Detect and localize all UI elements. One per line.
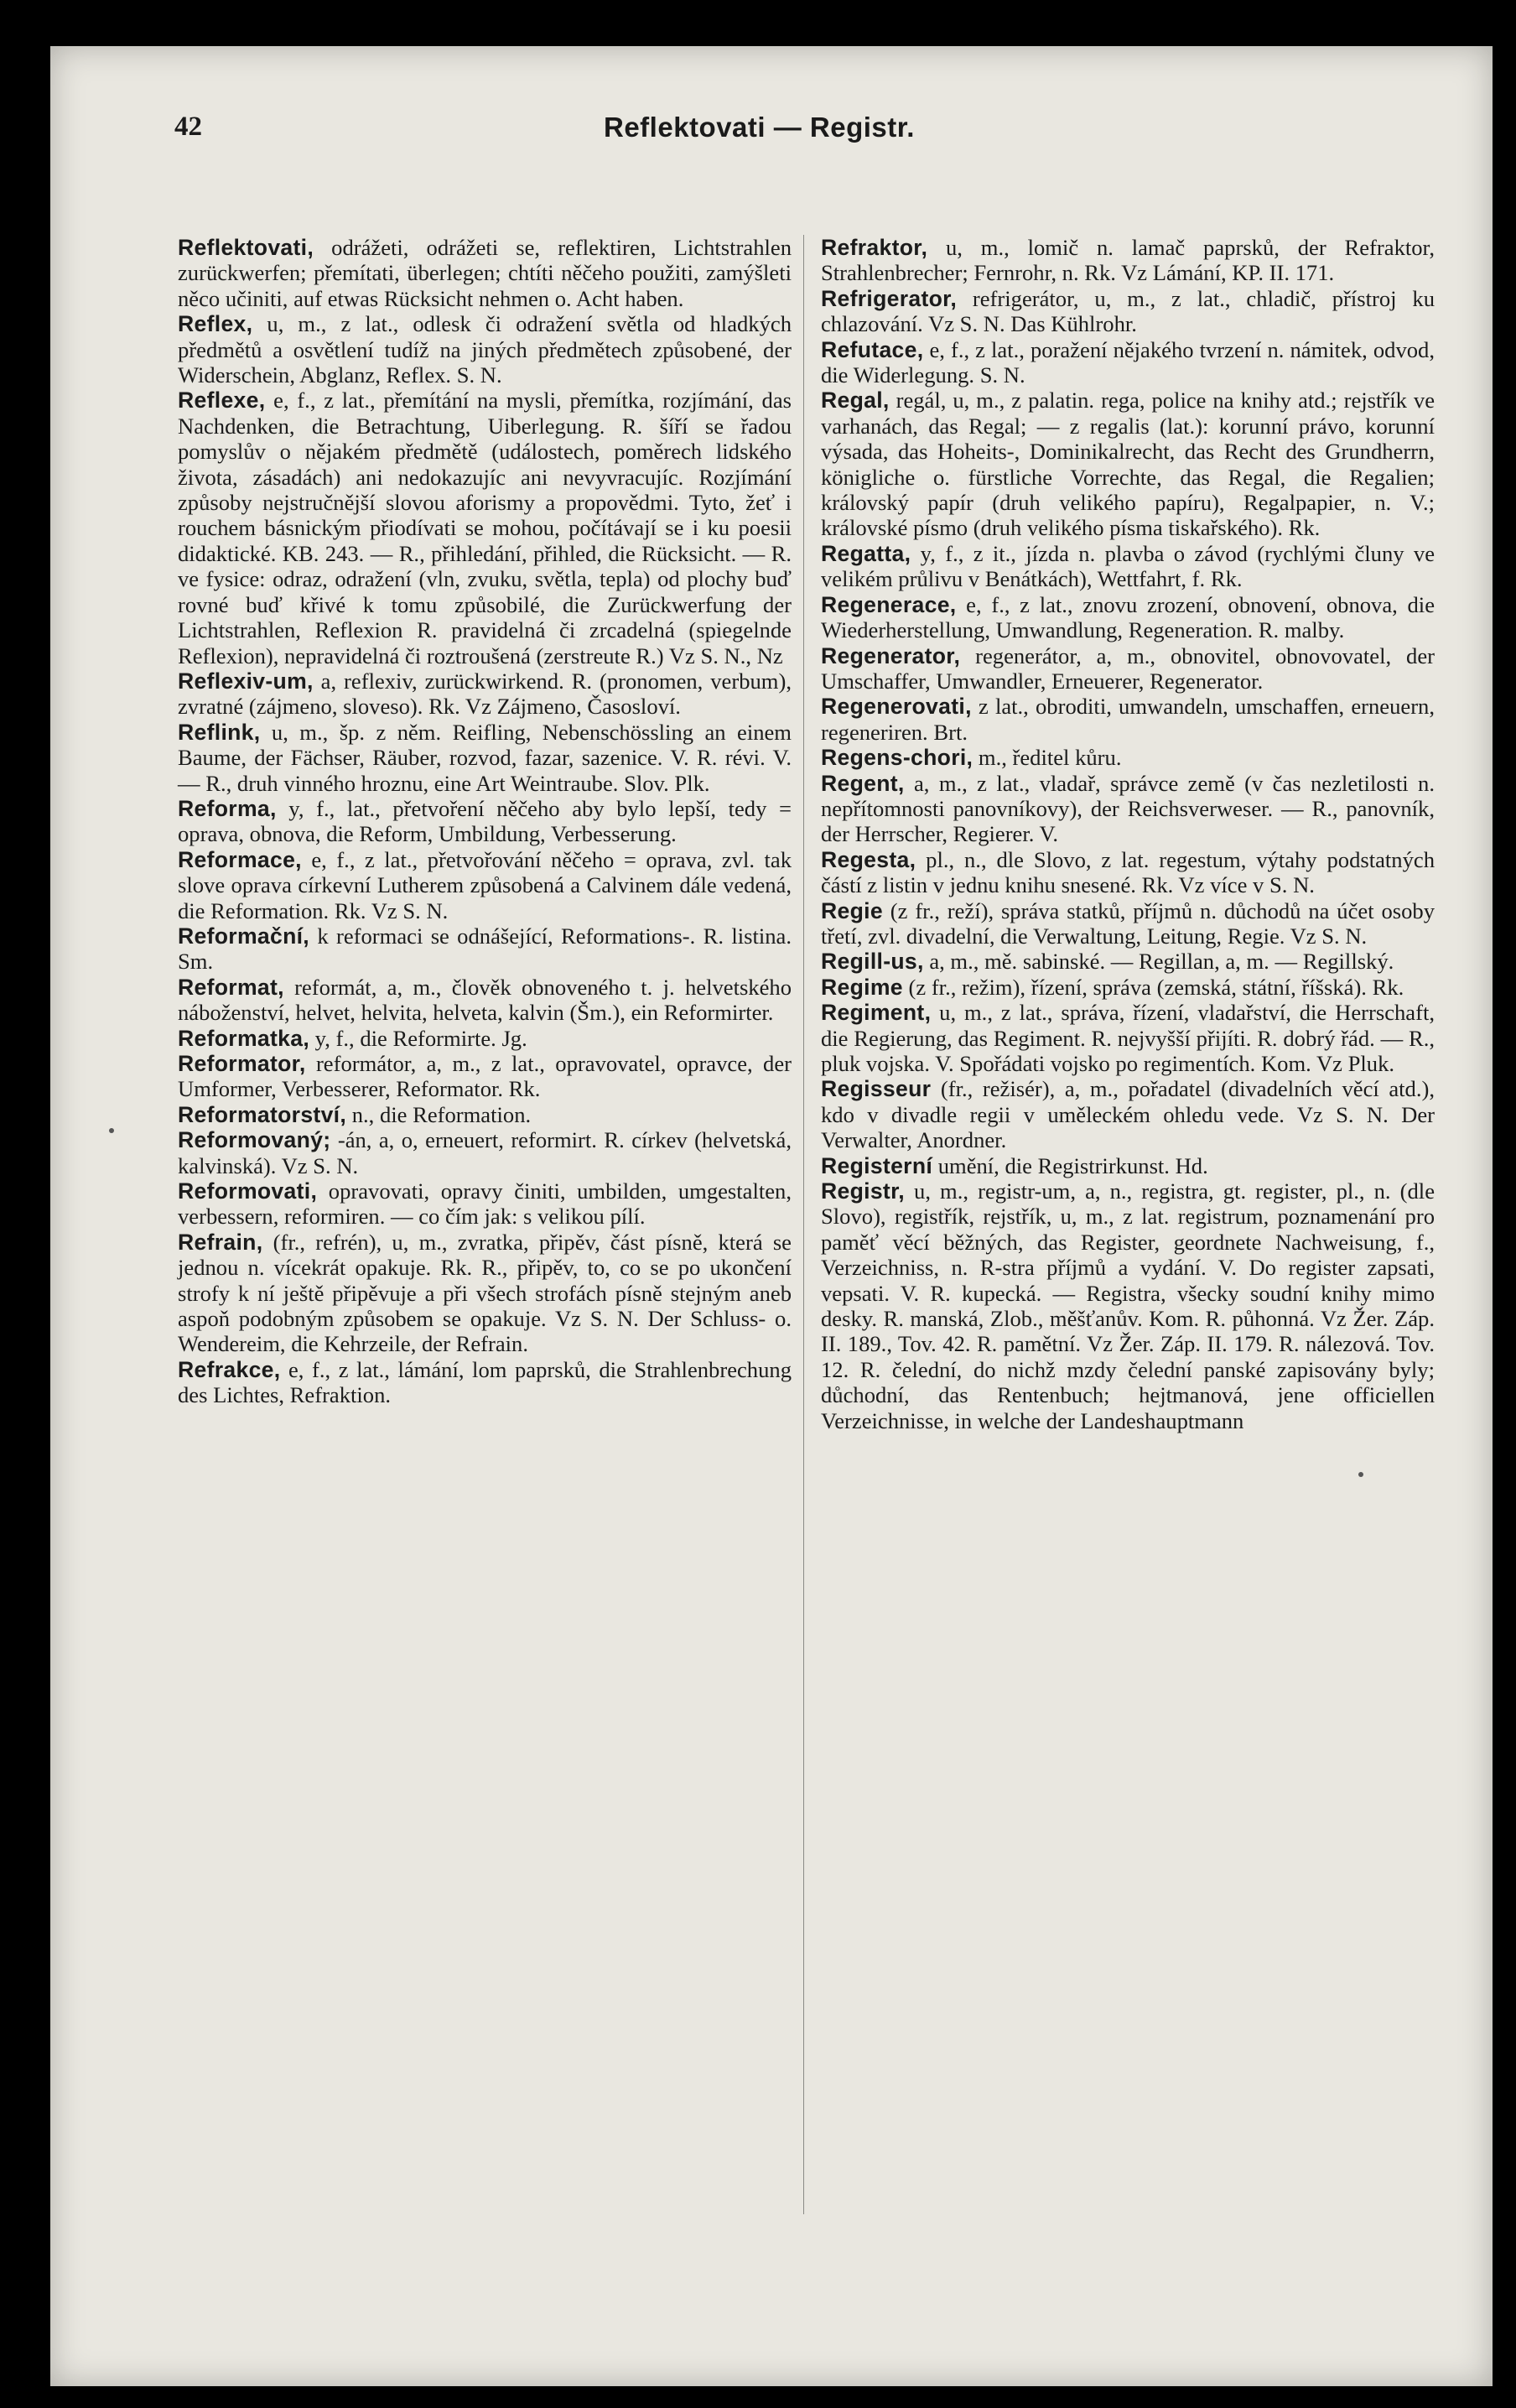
entry-definition: odrážeti, odrážeti se, reflektiren, Lichtstrahlen zurückwerfen; přemítati, überlegen; chtíti něčeho použiti, zamýšleti něco učiniti, auf etwas Rücksicht nehmen o. Acht haben. [178, 235, 792, 311]
dictionary-entry [821, 337, 1435, 388]
entry-definition: e, f., z lat., přetvořování něčeho = oprava, zvl. tak slove oprava církevní Lutherem způsobená a Calvinem dále vedená, die Reformation. Rk. Vz S. N. [178, 846, 792, 923]
dictionary-entry [821, 541, 1435, 592]
entry-headword: Refraktor, [821, 235, 928, 260]
dictionary-entry [821, 975, 1435, 1000]
speck [1358, 1472, 1363, 1477]
dictionary-entry [821, 1178, 1435, 1433]
entry-headword: Reformat, [178, 974, 284, 1000]
dictionary-entry [821, 694, 1435, 745]
entry-headword: Reflektovati, [178, 235, 314, 260]
entry-headword: Reformovaný; [178, 1127, 331, 1153]
entry-definition: reformát, a, m., člověk obnoveného t. j. helvetského náboženství, helvet, helvita, helveta, kalvin (Šm.), ein Reformirter. [178, 974, 792, 1026]
entry-definition: pl., n., dle Slovo, z lat. regestum, výtahy podstatných částí z listin v jednu knihu snesené. Rk. Vz více v S. N. [821, 846, 1435, 898]
entry-headword: Refrakce, [178, 1356, 281, 1382]
entry-headword: Reformatorství, [178, 1101, 347, 1127]
entry-headword: Regent, [821, 770, 905, 796]
entry-headword: Regiment, [821, 1000, 932, 1026]
entry-definition: y, f., die Reformirte. Jg. [309, 1025, 527, 1051]
dictionary-entry [821, 847, 1435, 898]
dictionary-entry [178, 1102, 792, 1127]
dictionary-entry [178, 847, 792, 923]
dictionary-entry [821, 1076, 1435, 1152]
entry-headword: Regenerovati, [821, 694, 972, 720]
entry-definition: u, m., z lat., odlesk či odražení světla od hladkých předmětů a osvětlení tudíž na jiných předmětech způsobené, der Widerschein, Abglanz, Reflex. S. N. [178, 311, 792, 388]
dictionary-entry [178, 1178, 792, 1230]
entry-definition: u, m., registr-um, a, n., registra, gt. register, pl., n. (dle Slovo), registřík, rejstřík, u, m., z lat. registrum, poznamenání pro paměť věcí běžných, das Register, geordnete Nachweisung, f., Verzeichniss, n. R-stra příjmů a vydání. V. Do register zapsati, vepsati. V. R. kupecká. — Registra, všecky soudní knihy mimo desky. R. manská, Zlob., měšťanův. Kom. R. půhonná. Vz Žer. Záp. II. 189., Tov. 42. R. pamětní. Vz Žer. Záp. II. 179. R. nálezová. Tov. 12. R. čelední, do nichž mzdy čelední panské zapisovány byly; důchodní, das Rentenbuch; hejtmanová, jene officiellen Verzeichnisse, in welche der Landeshauptmann [821, 1178, 1435, 1433]
dictionary-entry [821, 643, 1435, 694]
dictionary-entry [178, 923, 792, 975]
entry-headword: Regisseur [821, 1076, 932, 1102]
dictionary-entry [178, 975, 792, 1026]
entry-definition: a, reflexiv, zurückwirkend. R. (pronomen, verbum), zvratné (zájmeno, sloveso). Rk. Vz Zájmeno, Časosloví. [178, 668, 792, 720]
right-column [821, 235, 1435, 1433]
dictionary-page [50, 46, 1493, 2386]
entry-definition: z lat., obroditi, umwandeln, umschaffen, erneuern, regeneriren. Brt. [821, 694, 1435, 745]
running-title: Reflektovati — Registr. [604, 112, 915, 143]
entry-headword: Reflex, [178, 311, 253, 337]
dictionary-entry [178, 720, 792, 796]
column-divider [803, 235, 804, 2214]
entry-headword: Refrain, [178, 1229, 263, 1255]
dictionary-entry [821, 745, 1435, 770]
entry-definition: u, m., lomič n. lamač paprsků, der Refraktor, Strahlenbrecher; Fernrohr, n. Rk. Vz Lámání, KP. II. 171. [821, 235, 1435, 286]
entry-headword: Reflexiv-um, [178, 668, 314, 694]
dictionary-entry [178, 668, 792, 720]
entry-definition: a, m., z lat., vladař, správce země (v čas nezletilosti n. nepřítomnosti panovníkovy), der Reichsverweser. — R., panovník, der Herrscher, Regierer. V. [821, 770, 1435, 847]
entry-definition: refrigerátor, u, m., z lat., chladič, přístroj ku chlazování. Vz S. N. Das Kühlrohr. [821, 285, 1435, 337]
entry-definition: regál, u, m., z palatin. rega, police na knihy atd.; rejstřík ve varhanách, das Regal; — z regalis (lat.): korunní právo, korunní výsada, das Hoheits-, Dominikalrecht, das Recht des Grundherrn, königliche o. fürstliche Vorrechte, das Regal, die Regalien; královský papír (druh velikého papíru), Regalpapier, n. V.; královské písmo (druh velikého písma tiskařského). Rk. [821, 387, 1435, 541]
entry-definition: e, f., z lat., znovu zrození, obnovení, obnova, die Wiederherstellung, Umwandlung, Regeneration. R. malby. [821, 591, 1435, 643]
entry-definition: a, m., mě. sabinské. — Regillan, a, m. — Regillský. [923, 949, 1394, 975]
entry-definition: (fr., režisér), a, m., pořadatel (divadelních věcí atd.), kdo v divadle regii v uměleckém ohledu vede. Vz S. N. Der Verwalter, Anordner. [821, 1076, 1435, 1153]
entry-headword: Regens-chori, [821, 745, 973, 771]
dictionary-entry [821, 949, 1435, 974]
dictionary-entry [178, 1026, 792, 1051]
dictionary-entry [821, 592, 1435, 643]
dictionary-entry [178, 311, 792, 387]
entry-definition: n., die Reformation. [346, 1101, 532, 1127]
entry-definition: u, m., šp. z něm. Reifling, Nebenschössling an einem Baume, der Fächser, Räuber, rozvod, fazar, sazenice. V. R. révi. V. — R., druh vinného hroznu, eine Art Weintraube. Slov. Plk. [178, 719, 792, 796]
dictionary-entry [178, 1051, 792, 1102]
entry-definition: m., ředitel kůru. [973, 745, 1122, 771]
entry-headword: Reformovati, [178, 1178, 318, 1204]
entry-definition: y, f., z it., jízda n. plavba o závod (rychlými čluny ve velikém průlivu v Benátkách), Wettfahrt, f. Rk. [821, 540, 1435, 592]
dictionary-entry [178, 1357, 792, 1408]
dictionary-entry [821, 286, 1435, 337]
entry-headword: Registerní [821, 1152, 933, 1178]
dictionary-entry [821, 1153, 1435, 1178]
entry-definition: (z fr., režim), řízení, správa (zemská, státní, říšská). Rk. [902, 974, 1404, 1000]
entry-headword: Regime [821, 974, 903, 1000]
dictionary-entry [821, 1000, 1435, 1076]
dictionary-entry [821, 235, 1435, 286]
entry-headword: Regill-us, [821, 949, 924, 975]
entry-definition: regenerátor, a, m., obnovitel, obnovovatel, der Umschaffer, Umwandler, Erneuerer, Regenerator. [821, 642, 1435, 694]
entry-headword: Regenerator, [821, 642, 961, 668]
entry-headword: Reformační, [178, 923, 309, 949]
entry-headword: Regal, [821, 387, 890, 413]
entry-headword: Regenerace, [821, 591, 957, 617]
entry-headword: Reformatka, [178, 1025, 310, 1051]
entry-headword: Reforma, [178, 795, 277, 821]
entry-definition: e, f., z lat., poražení nějakého tvrzení n. námitek, odvod, die Widerlegung. S. N. [821, 336, 1435, 388]
dictionary-entry [821, 898, 1435, 949]
entry-headword: Regatta, [821, 540, 911, 566]
entry-definition: umění, die Registrirkunst. Hd. [932, 1152, 1208, 1178]
dictionary-entry [178, 235, 792, 311]
dictionary-entry [821, 771, 1435, 847]
entry-headword: Reformator, [178, 1051, 306, 1076]
entry-definition: reformátor, a, m., z lat., opravovatel, opravce, der Umformer, Verbesserer, Reformator. Rk. [178, 1051, 792, 1102]
entry-definition: e, f., z lat., lámání, lom paprsků, die Strahlenbrechung des Lichtes, Refraktion. [178, 1356, 792, 1408]
entry-headword: Reflink, [178, 719, 261, 745]
entry-definition: k reformaci se odnášející, Reformations-. R. listina. Sm. [178, 923, 792, 975]
entry-headword: Regesta, [821, 846, 916, 872]
page-number: 42 [174, 112, 202, 142]
entry-headword: Reflexe, [178, 387, 266, 413]
entry-definition: e, f., z lat., přemítání na mysli, přemítka, rozjímání, das Nachdenken, die Betrachtung, Uiberlegung. R. šíří se řadou pomyslův o nějakém předmětě (událostech, poměrech lidského života, zásadách) ani nedokazujíc ani nevyvracujíc. Rozjímání způsoby nejstručnější slovou aforismy a propovědmi. Tyto, žeť i rouchem básnickým přiodívati se mohou, počítávají se i ku poesii didaktické. KB. 243. — R., přihledání, přihled, die Rücksicht. — R. ve fysice: odraz, odražení (vln, zvuku, světla, tepla) od plochy buď rovné buď křivé k tomu způsobilé, die Zurückwerfung der Lichtstrahlen, Reflexion R. pravidelná či zrcadelná (spiegelnde Reflexion), nepravidelná či roztroušená (zerstreute R.) Vz S. N., Nz [178, 387, 792, 668]
dictionary-entry [821, 387, 1435, 540]
entry-headword: Reformace, [178, 846, 302, 872]
entry-definition: y, f., lat., přetvoření něčeho aby bylo lepší, tedy = oprava, obnova, die Reform, Umbildung, Verbesserung. [178, 795, 792, 847]
entry-definition: u, m., z lat., správa, řízení, vladařství, die Herrschaft, die Regierung, das Regiment. R. nejvyšší přijíti. R. dobrý řád. — R., pluk vojska. V. Spořádati vojsko po regimentích. Kom. Vz Pluk. [821, 1000, 1435, 1076]
page-header [50, 112, 1493, 153]
left-column [178, 235, 792, 1408]
dictionary-entry [178, 1230, 792, 1357]
entry-headword: Refutace, [821, 336, 924, 362]
entry-definition: opravovati, opravy činiti, umbilden, umgestalten, verbessern, reformiren. — co čím jak: s velikou pílí. [178, 1178, 792, 1230]
dictionary-entry [178, 796, 792, 847]
entry-definition: (z fr., reží), správa statků, příjmů n. důchodů na účet osoby třetí, zvl. divadelní, die Verwaltung, Leitung, Regie. Vz S. N. [821, 897, 1435, 949]
entry-definition: -án, a, o, erneuert, reformirt. R. církev (helvetská, kalvinská). Vz S. N. [178, 1127, 792, 1178]
dictionary-entry [178, 387, 792, 668]
entry-headword: Refrigerator, [821, 285, 958, 311]
entry-definition: (fr., refrén), u, m., zvratka, připěv, část písně, která se jednou n. vícekrát opakuje. Rk. R., připěv, to, co se po ukončení strofy k ní ještě připěvuje a při všech strofách písně stejným aneb aspoň podobným způsobem se opakuje. Vz S. N. Der Schluss- o. Wendereim, die Kehrzeile, der Refrain. [178, 1229, 792, 1357]
speck [109, 1128, 114, 1133]
entry-headword: Registr, [821, 1178, 905, 1204]
dictionary-entry [178, 1127, 792, 1178]
entry-headword: Regie [821, 897, 883, 923]
